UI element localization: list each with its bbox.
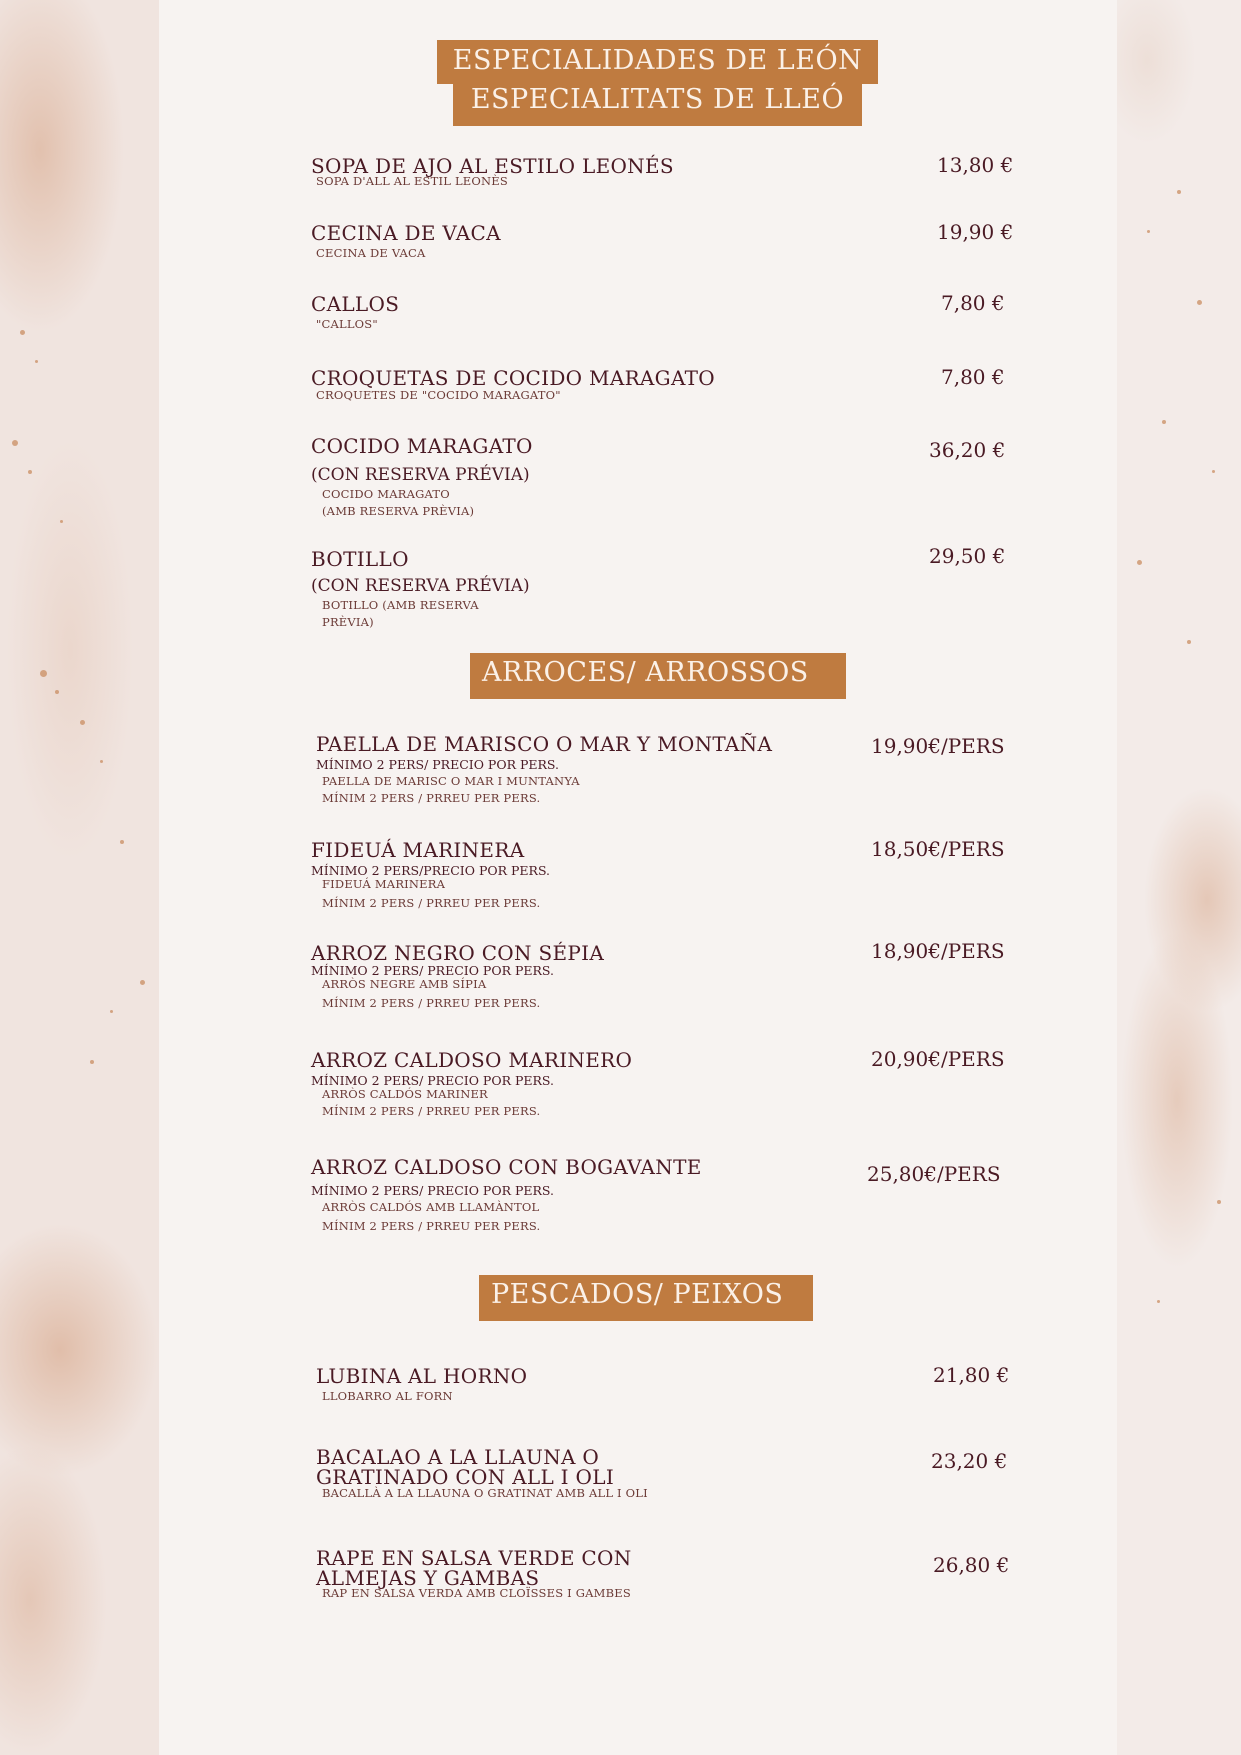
dish-translation-note: MÍNIM 2 PERS / PRREU PER PERS. [322, 896, 541, 910]
paint-speck [1157, 1300, 1160, 1303]
menu-item [311, 1156, 702, 1234]
menu-item [316, 733, 772, 806]
dish-name: ARROZ CALDOSO MARINERO [311, 1048, 633, 1072]
paint-speck [28, 470, 32, 474]
paint-speck [140, 980, 145, 985]
paint-speck [120, 840, 124, 844]
dish-name: CALLOS [311, 292, 400, 316]
paint-speck [1147, 230, 1150, 233]
menu-page [159, 0, 1117, 1755]
dish-price: 36,20 € [929, 438, 1006, 462]
dish-minimum: MÍNIMO 2 PERS/ PRECIO POR PERS. [316, 757, 560, 772]
dish-price: 29,50 € [929, 544, 1006, 568]
menu-item [311, 942, 604, 1011]
section-title-pescados [479, 1275, 813, 1321]
dish-price: 18,90€/PERS [871, 939, 1005, 963]
dish-name-line-2: GRATINADO CON ALL I OLI [316, 1465, 615, 1489]
dish-translation: "CALLOS" [316, 317, 378, 331]
paint-speck [1212, 470, 1215, 473]
dish-name: ARROZ CALDOSO CON BOGAVANTE [311, 1155, 702, 1179]
dish-name: SOPA DE AJO AL ESTILO LEONÉS [311, 154, 674, 178]
paint-speck [1187, 640, 1191, 644]
menu-item [316, 1547, 632, 1601]
paint-speck [35, 360, 38, 363]
dish-name: BACALAO A LA LLAUNA O [316, 1445, 600, 1469]
section-title-line: ARROCES/ ARROSSOS [482, 657, 809, 688]
dish-translation-note: (AMB RESERVA PRÈVIA) [322, 504, 475, 518]
dish-translation: FIDEUÁ MARINERA [322, 877, 446, 891]
dish-translation: SOPA D'ALL AL ESTIL LEONÈS [316, 174, 508, 188]
dish-translation-note: PRÈVIA) [322, 615, 374, 629]
dish-price: 26,80 € [933, 1553, 1010, 1577]
paint-speck [80, 720, 85, 725]
menu-item [311, 293, 399, 332]
dish-name: LUBINA AL HORNO [316, 1364, 528, 1388]
section-title-especialidades [437, 40, 878, 126]
dish-translation: PAELLA DE MARISC O MAR I MUNTANYA [322, 774, 580, 788]
paint-speck [55, 690, 59, 694]
paint-speck [40, 670, 47, 677]
dish-name: BOTILLO [311, 547, 409, 571]
dish-translation: BACALLÀ A LA LLAUNA O GRATINAT AMB ALL I OLI [322, 1486, 648, 1500]
menu-item [311, 839, 550, 911]
dish-translation-note: MÍNIM 2 PERS / PRREU PER PERS. [322, 1104, 541, 1118]
dish-minimum: MÍNIMO 2 PERS/PRECIO POR PERS. [311, 863, 551, 878]
dish-translation: LLOBARRO AL FORN [322, 1389, 453, 1403]
dish-price: 20,90€/PERS [871, 1047, 1005, 1071]
paint-speck [1177, 190, 1181, 194]
section-title-line: ESPECIALITATS DE LLEÓ [470, 84, 845, 115]
dish-translation: COCIDO MARAGATO [322, 487, 450, 501]
menu-item [311, 1049, 632, 1119]
dish-minimum: MÍNIMO 2 PERS/ PRECIO POR PERS. [311, 963, 555, 978]
dish-translation: ARRÒS CALDÓS MARINER [322, 1087, 488, 1101]
paint-speck [1137, 560, 1142, 565]
paint-speck [110, 1010, 113, 1013]
dish-name: COCIDO MARAGATO [311, 434, 533, 458]
dish-name-line-2: ALMEJAS Y GAMBAS [316, 1566, 540, 1590]
dish-minimum: MÍNIMO 2 PERS/ PRECIO POR PERS. [311, 1183, 555, 1198]
dish-name: CECINA DE VACA [311, 221, 501, 245]
menu-item [311, 548, 530, 630]
dish-name: RAPE EN SALSA VERDE CON [316, 1546, 632, 1570]
dish-price: 19,90 € [937, 220, 1014, 244]
dish-note: (CON RESERVA PRÉVIA) [311, 465, 530, 485]
dish-minimum: MÍNIMO 2 PERS/ PRECIO POR PERS. [311, 1073, 555, 1088]
dish-price: 23,20 € [931, 1449, 1008, 1473]
dish-name: ARROZ NEGRO CON SÉPIA [311, 941, 605, 965]
dish-price: 21,80 € [933, 1363, 1010, 1387]
menu-item [316, 1365, 527, 1404]
watercolor-right-panel [1117, 0, 1241, 1755]
paint-speck [100, 760, 103, 763]
paint-speck [1162, 420, 1166, 424]
paint-speck [12, 440, 18, 446]
menu-item [311, 435, 533, 519]
paint-speck [20, 330, 25, 335]
dish-price: 25,80€/PERS [867, 1162, 1001, 1186]
paint-speck [1217, 1200, 1221, 1204]
paint-speck [1197, 300, 1202, 305]
dish-price: 19,90€/PERS [871, 734, 1005, 758]
menu-item [311, 155, 674, 189]
dish-name: CROQUETAS DE COCIDO MARAGATO [311, 366, 715, 390]
dish-translation: ARRÒS NEGRE AMB SÍPIA [322, 977, 487, 991]
section-title-arroces [470, 653, 846, 699]
section-title-line: PESCADOS/ PEIXOS [491, 1279, 784, 1310]
section-title-line: ESPECIALIDADES DE LEÓN [452, 45, 863, 76]
dish-note: (CON RESERVA PRÉVIA) [311, 576, 530, 596]
dish-translation-note: MÍNIM 2 PERS / PRREU PER PERS. [322, 996, 541, 1010]
dish-translation: CROQUETES DE "COCIDO MARAGATO" [316, 388, 561, 402]
dish-price: 7,80 € [941, 291, 1005, 315]
dish-price: 18,50€/PERS [871, 837, 1005, 861]
dish-translation: BOTILLO (AMB RESERVA [322, 598, 479, 612]
dish-translation: ARRÒS CALDÓS AMB LLAMÀNTOL [322, 1200, 540, 1214]
menu-item [311, 367, 715, 403]
dish-price: 13,80 € [937, 153, 1014, 177]
menu-item [316, 1446, 648, 1501]
dish-translation-note: MÍNIM 2 PERS / PRREU PER PERS. [322, 791, 541, 805]
watercolor-left-panel [0, 0, 159, 1755]
dish-translation-note: MÍNIM 2 PERS / PRREU PER PERS. [322, 1219, 541, 1233]
dish-translation: RAP EN SALSA VERDA AMB CLOÏSSES I GAMBES [322, 1586, 631, 1600]
dish-name: PAELLA DE MARISCO O MAR Y MONTAÑA [316, 732, 773, 756]
menu-item [311, 222, 501, 261]
dish-translation: CECINA DE VACA [316, 246, 426, 260]
dish-name: FIDEUÁ MARINERA [311, 838, 525, 862]
paint-speck [60, 520, 63, 523]
dish-price: 7,80 € [941, 365, 1005, 389]
paint-speck [90, 1060, 94, 1064]
